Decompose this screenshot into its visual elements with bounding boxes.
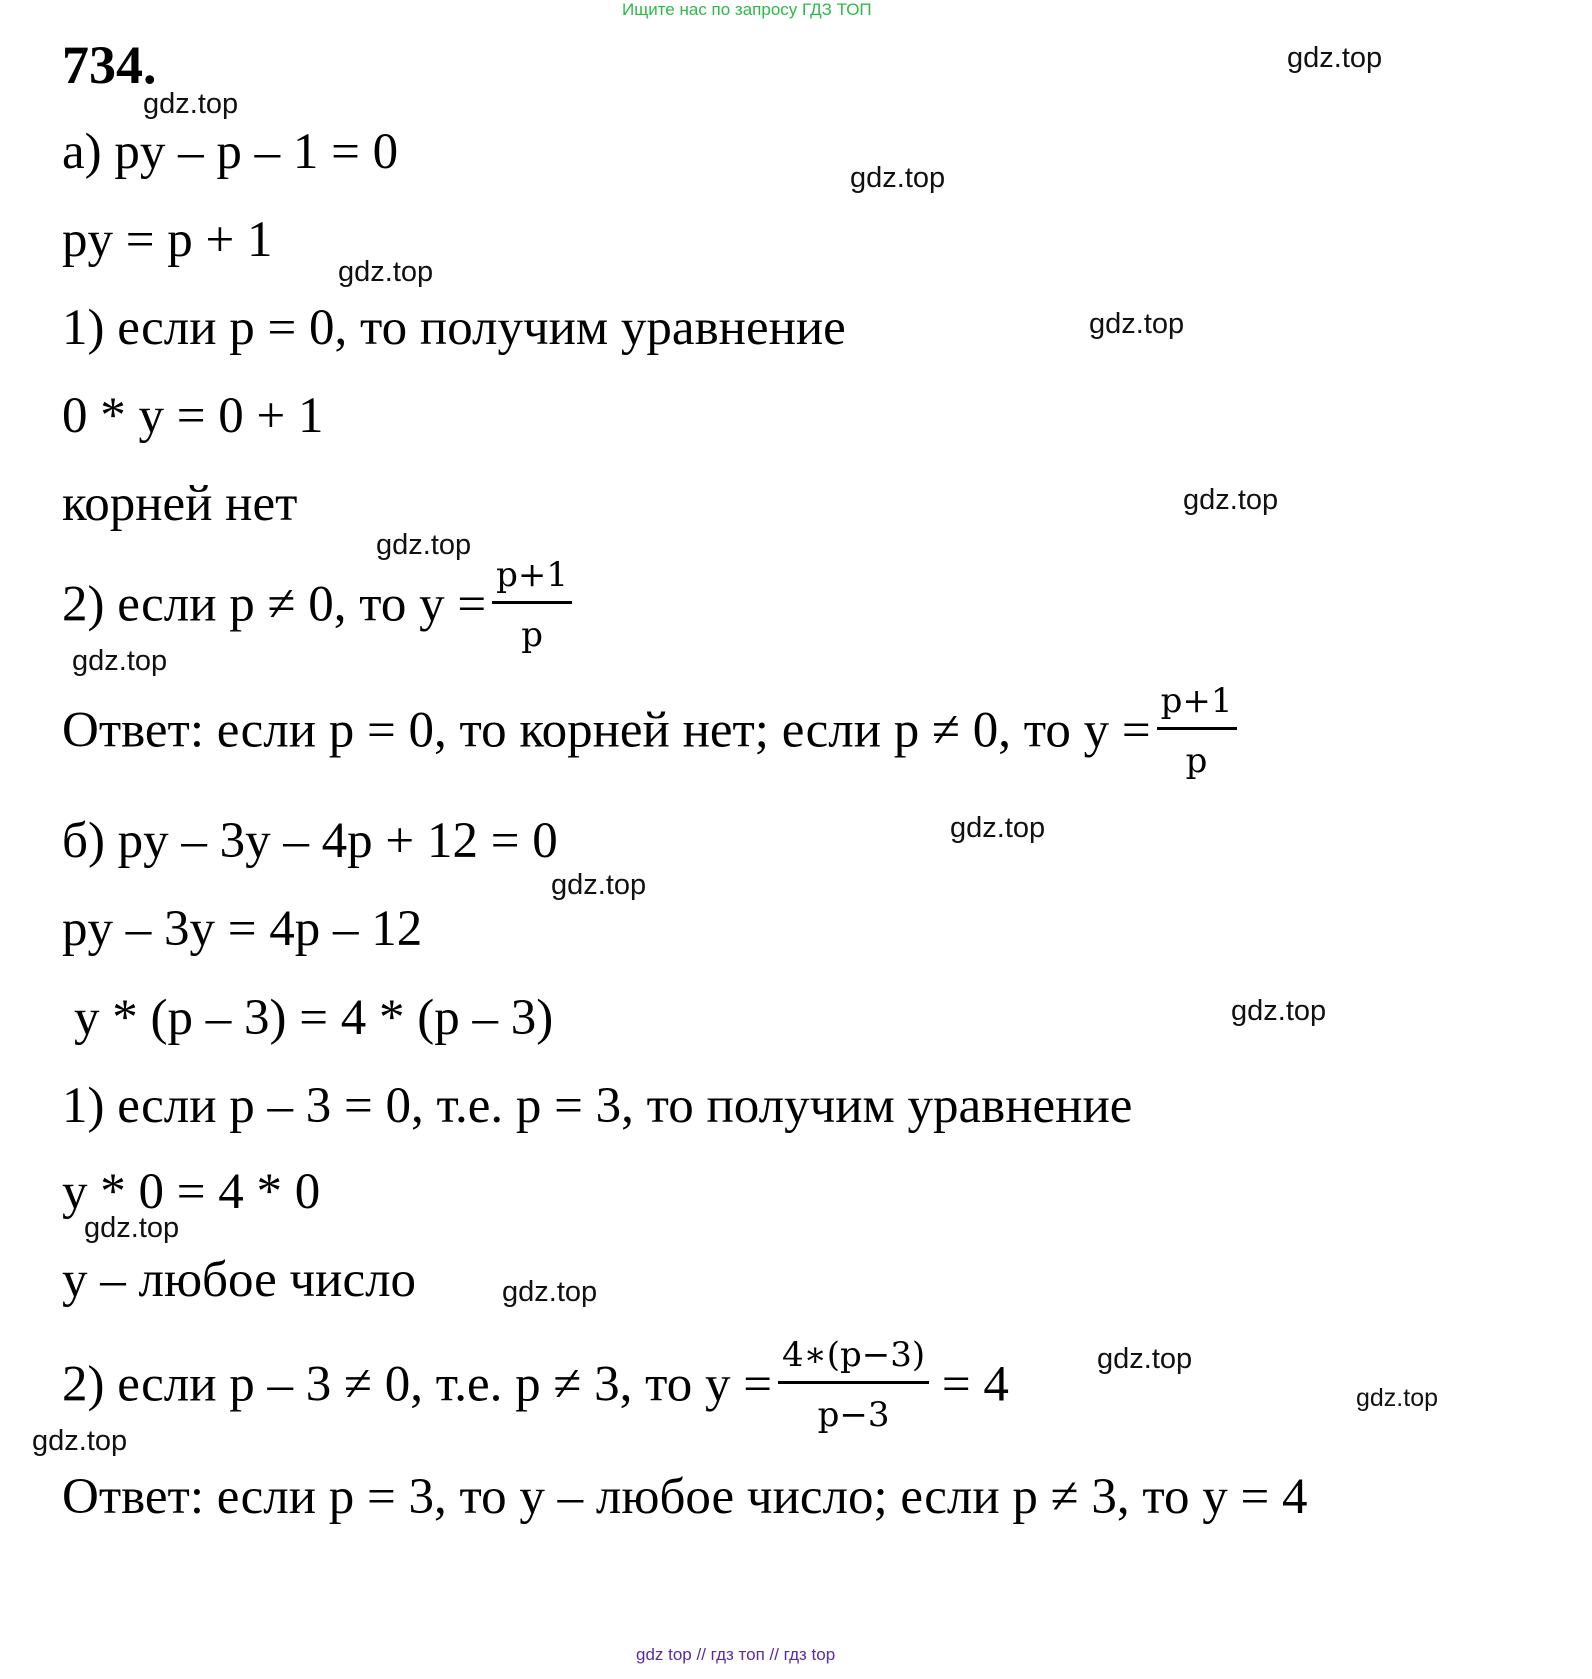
watermark: gdz.top [1356,1384,1439,1412]
part-a-answer-text: Ответ: если p = 0, то корней нет; если p ≠ 0, то y = [62,702,1151,759]
part-b-fraction [778,1334,929,1436]
watermark: gdz.top [376,529,472,561]
part-b-line-3: y * (p – 3) = 4 * (p – 3) [74,990,554,1046]
part-a-answer-fraction [1157,680,1237,782]
part-a-answer [62,681,1237,786]
fraction-numerator: 4∗(p−3) [778,1334,929,1384]
bottom-banner: gdz top // гдз топ // гдз top [636,1645,836,1664]
part-b-line-5: y * 0 = 4 * 0 [62,1164,321,1220]
part-a-line-5: корней нет [62,476,298,532]
part-b-line-7-text: 2) если p – 3 ≠ 0, т.е. p ≠ 3, то y = [62,1356,772,1413]
fraction-numerator: p+1 [1157,680,1237,730]
part-a-line-3: 1) если p = 0, то получим уравнение [62,300,846,356]
watermark: gdz.top [1097,1343,1193,1375]
watermark: gdz.top [1287,42,1383,74]
part-a-fraction [492,554,572,656]
watermark: gdz.top [502,1276,598,1308]
watermark: gdz.top [950,812,1046,844]
watermark: gdz.top [1183,484,1279,516]
watermark: gdz.top [32,1425,128,1457]
fraction-denominator: p [521,614,543,655]
part-b-line-7-tail: = 4 [941,1356,1009,1413]
part-b-line-2: py – 3y = 4p – 12 [62,901,423,957]
part-b-line-7 [62,1335,1009,1440]
part-a-line-6-text: 2) если p ≠ 0, то y = [62,576,487,633]
task-number: 734. [62,35,157,95]
fraction-denominator: p−3 [817,1394,890,1435]
watermark: gdz.top [1231,995,1327,1027]
watermark: gdz.top [1089,308,1185,340]
watermark: gdz.top [72,645,168,677]
part-b-answer: Ответ: если p = 3, то y – любое число; если p ≠ 3, то y = 4 [62,1469,1308,1525]
fraction-denominator: p [1185,740,1208,781]
watermark: gdz.top [84,1212,180,1244]
part-b-line-6: y – любое число [62,1252,417,1308]
part-a-line-4: 0 * y = 0 + 1 [62,388,324,444]
fraction-numerator: p+1 [492,554,572,604]
part-b-line-1: б) py – 3y – 4p + 12 = 0 [62,813,558,869]
part-a-line-1: а) py – p – 1 = 0 [62,124,399,180]
watermark: gdz.top [551,869,647,901]
watermark: gdz.top [338,256,434,288]
part-a-line-2: py = p + 1 [62,212,273,268]
part-b-line-4: 1) если p – 3 = 0, т.е. p = 3, то получим уравнение [62,1078,1133,1134]
watermark: gdz.top [143,88,239,120]
watermark: gdz.top [850,162,946,194]
top-banner: Ищите нас по запросу ГДЗ ТОП [622,0,872,19]
